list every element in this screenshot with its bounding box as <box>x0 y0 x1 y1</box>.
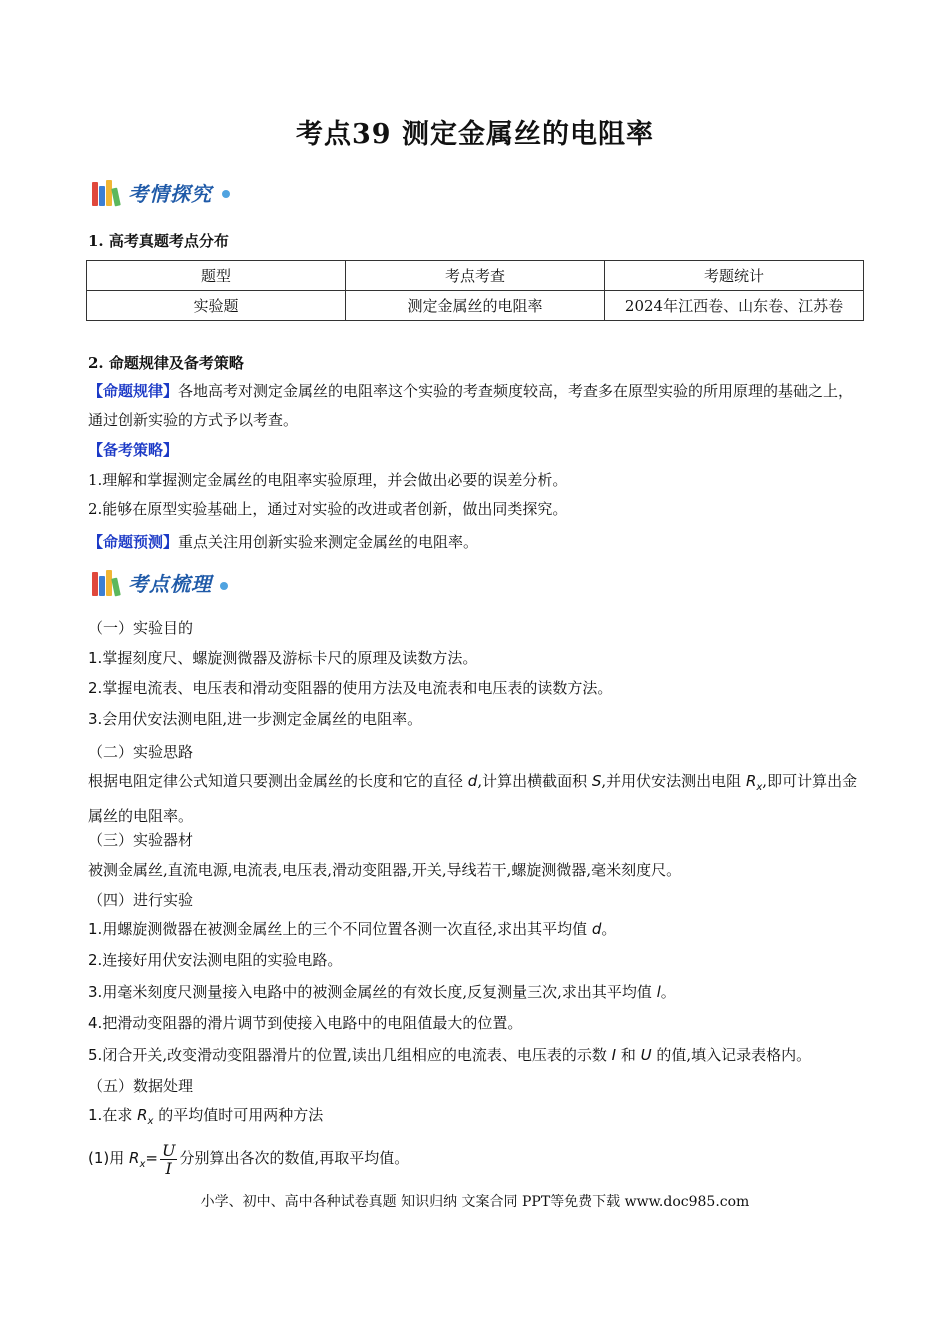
table-header-cell: 考题统计 <box>605 261 864 291</box>
page-footer: 小学、初中、高中各种试卷真题 知识归纳 文案合同 PPT等免费下载 www.doc985.com <box>200 1194 750 1210</box>
section-banner-key-points <box>88 566 248 602</box>
predict-tag: 【命题预测】 <box>88 533 179 551</box>
dot-icon <box>222 190 230 198</box>
data-item-1: 1.在求 $R_x$ 的平均值时可用两种方法 <box>88 1106 324 1127</box>
purpose-item-2: 2.掌握电流表、电压表和滑动变阻器的使用方法及电流表和电压表的读数方法。 <box>88 679 613 697</box>
section-banner-exam-analysis <box>88 176 248 212</box>
purpose-item-1: 1.掌握刻度尺、螺旋测微器及游标卡尺的原理及读数方法。 <box>88 649 478 667</box>
banner-label: 考点梳理 <box>128 572 212 596</box>
procedure-heading: （四）进行实验 <box>88 891 194 909</box>
table-cell: 测定金属丝的电阻率 <box>346 291 605 321</box>
table-row <box>87 291 864 321</box>
procedure-item-3: 3.用毫米刻度尺测量接入电路中的被测金属丝的有效长度,反复测量三次,求出其平均值 l。 <box>88 983 676 1001</box>
exam-distribution-table <box>86 260 864 321</box>
books-icon <box>92 180 122 206</box>
table-cell: 实验题 <box>87 291 346 321</box>
banner-label: 考情探究 <box>128 182 212 206</box>
table-header-cell: 考点考查 <box>346 261 605 291</box>
procedure-item-2: 2.连接好用伏安法测电阻的实验电路。 <box>88 951 343 969</box>
procedure-item-4: 4.把滑动变阻器的滑片调节到使接入电路中的电阻值最大的位置。 <box>88 1014 523 1032</box>
predict-text: 重点关注用创新实验来测定金属丝的电阻率。 <box>178 533 479 551</box>
data-heading: （五）数据处理 <box>88 1077 194 1095</box>
strategy-item-2: 2.能够在原型实验基础上，通过对实验的改进或者创新，做出同类探究。 <box>88 500 568 518</box>
idea-paragraph: 根据电阻定律公式知道只要测出金属丝的长度和它的直径 d,计算出横截面积 S,并用伏安法测出电阻 $R_x$,即可计算出金属丝的电阻率。 <box>88 772 858 825</box>
page-title: 考点39 测定金属丝的电阻率 <box>296 119 654 150</box>
procedure-item-1: 1.用螺旋测微器在被测金属丝上的三个不同位置各测一次直径,求出其平均值 d。 <box>88 920 617 938</box>
strategy-tag: 【备考策略】 <box>88 441 179 459</box>
procedure-item-5: 5.闭合开关,改变滑动变阻器滑片的位置,读出几组相应的电流表、电压表的示数 I 和 U 的值,填入记录表格内。 <box>88 1046 812 1064</box>
books-icon <box>92 570 122 596</box>
dot-icon <box>220 582 228 590</box>
section1-heading: 1. 高考真题考点分布 <box>88 232 229 250</box>
table-header-cell: 题型 <box>87 261 346 291</box>
section2-heading: 2. 命题规律及备考策略 <box>88 354 244 372</box>
equipment-text: 被测金属丝,直流电源,电流表,电压表,滑动变阻器,开关,导线若干,螺旋测微器,毫米刻度尺。 <box>88 861 682 879</box>
purpose-item-3: 3.会用伏安法测电阻,进一步测定金属丝的电阻率。 <box>88 710 423 728</box>
table-cell: 2024年江西卷、山东卷、江苏卷 <box>605 291 864 321</box>
data-item-1-method-1: (1)用 $R_x=$ $\frac{U}{I}$ 分别算出各次的数值,再取平均值。 <box>88 1140 410 1178</box>
rule-tag: 【命题规律】 <box>88 382 179 400</box>
rule-paragraph <box>88 377 868 435</box>
strategy-item-1: 1.理解和掌握测定金属丝的电阻率实验原理，并会做出必要的误差分析。 <box>88 471 568 489</box>
idea-heading: （二）实验思路 <box>88 743 194 761</box>
formula-fraction: $\frac{U}{I}$ <box>161 1140 176 1178</box>
rule-text: 各地高考对测定金属丝的电阻率这个实验的考查频度较高，考查多在原型实验的所用原理的基础之上，通过创新实验的方式予以考查。 <box>88 382 854 429</box>
table-header-row <box>87 261 864 291</box>
equipment-heading: （三）实验器材 <box>88 831 194 849</box>
predict-paragraph <box>88 528 478 557</box>
purpose-heading: （一）实验目的 <box>88 619 194 637</box>
